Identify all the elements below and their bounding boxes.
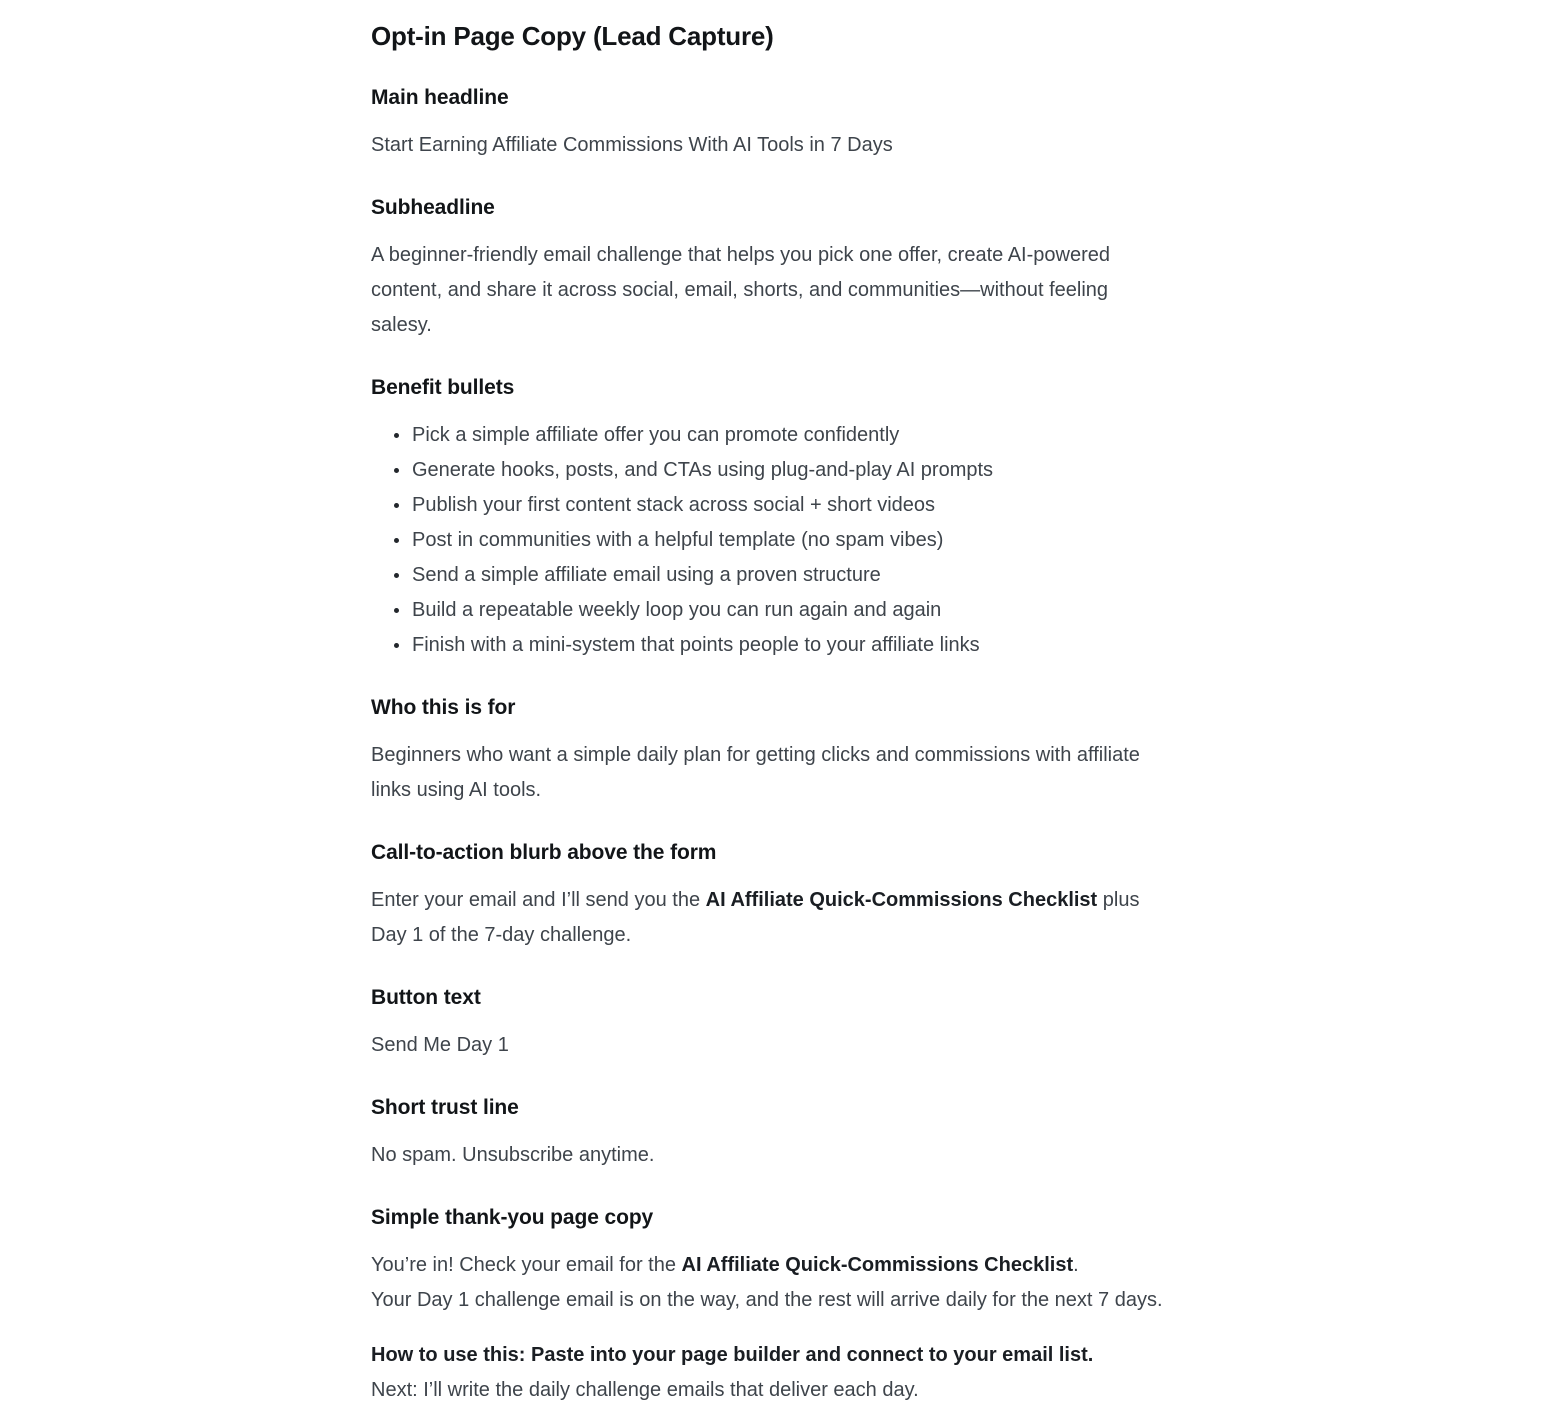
next-step-line: Next: I’ll write the daily challenge emails that deliver each day.: [371, 1379, 919, 1401]
list-item: • Pick a simple affiliate offer you can promote confidently: [411, 418, 1171, 453]
section-heading-subheadline: Subheadline: [371, 196, 495, 219]
thank-you-line1-post: .: [1073, 1254, 1079, 1276]
section-heading-cta-blurb: Call-to-action blurb above the form: [371, 841, 717, 864]
thank-you-line2: Your Day 1 challenge email is on the way, and the rest will arrive daily for the next 7 days.: [371, 1289, 1163, 1311]
section-heading-main-headline: Main headline: [371, 86, 509, 109]
subheadline-text: A beginner-friendly email challenge that helps you pick one offer, create AI-powered content, and share it across social, email, shorts, and communities—without feeling salesy.: [371, 244, 1110, 336]
button-text-value: Send Me Day 1: [371, 1034, 509, 1056]
list-item: • Build a repeatable weekly loop you can run again and again: [411, 593, 1171, 628]
thank-you-copy-text: [371, 1248, 1171, 1318]
section-heading-thank-you-copy: Simple thank-you page copy: [371, 1206, 654, 1229]
list-item: • Generate hooks, posts, and CTAs using plug-and-play AI prompts: [411, 453, 1171, 488]
document-content: [371, 20, 1171, 1408]
list-item: • Post in communities with a helpful template (no spam vibes): [411, 523, 1171, 558]
benefit-bullet-list: [371, 418, 1171, 663]
thank-you-line1-pre: You’re in! Check your email for the: [371, 1254, 682, 1276]
thank-you-line1-bold: AI Affiliate Quick-Commissions Checklist: [681, 1254, 1074, 1276]
cta-blurb-post: plus Day 1 of the 7-day challenge.: [371, 889, 1140, 946]
section-heading-trust-line: Short trust line: [371, 1096, 519, 1119]
who-this-is-for-text: Beginners who want a simple daily plan for getting clicks and commissions with affiliate links using AI tools.: [371, 744, 1140, 801]
main-headline-text: Start Earning Affiliate Commissions With AI Tools in 7 Days: [371, 134, 893, 156]
section-heading-benefit-bullets: Benefit bullets: [371, 376, 515, 399]
cta-blurb-pre: Enter your email and I’ll send you the: [371, 889, 706, 911]
section-heading-button-text: Button text: [371, 986, 481, 1009]
how-to-use-note: [371, 1338, 1171, 1408]
list-item: • Publish your first content stack across social + short videos: [411, 488, 1171, 523]
section-heading-who-this-is-for: Who this is for: [371, 696, 516, 719]
document-title: Opt-in Page Copy (Lead Capture): [371, 21, 774, 51]
how-to-use-bold-line: How to use this: Paste into your page builder and connect to your email list.: [371, 1344, 1094, 1366]
cta-blurb-bold: AI Affiliate Quick-Commissions Checklist: [705, 889, 1098, 911]
cta-blurb-text: [371, 883, 1171, 953]
list-item: • Send a simple affiliate email using a proven structure: [411, 558, 1171, 593]
trust-line-text: No spam. Unsubscribe anytime.: [371, 1144, 655, 1166]
list-item: • Finish with a mini-system that points people to your affiliate links: [411, 628, 1171, 663]
